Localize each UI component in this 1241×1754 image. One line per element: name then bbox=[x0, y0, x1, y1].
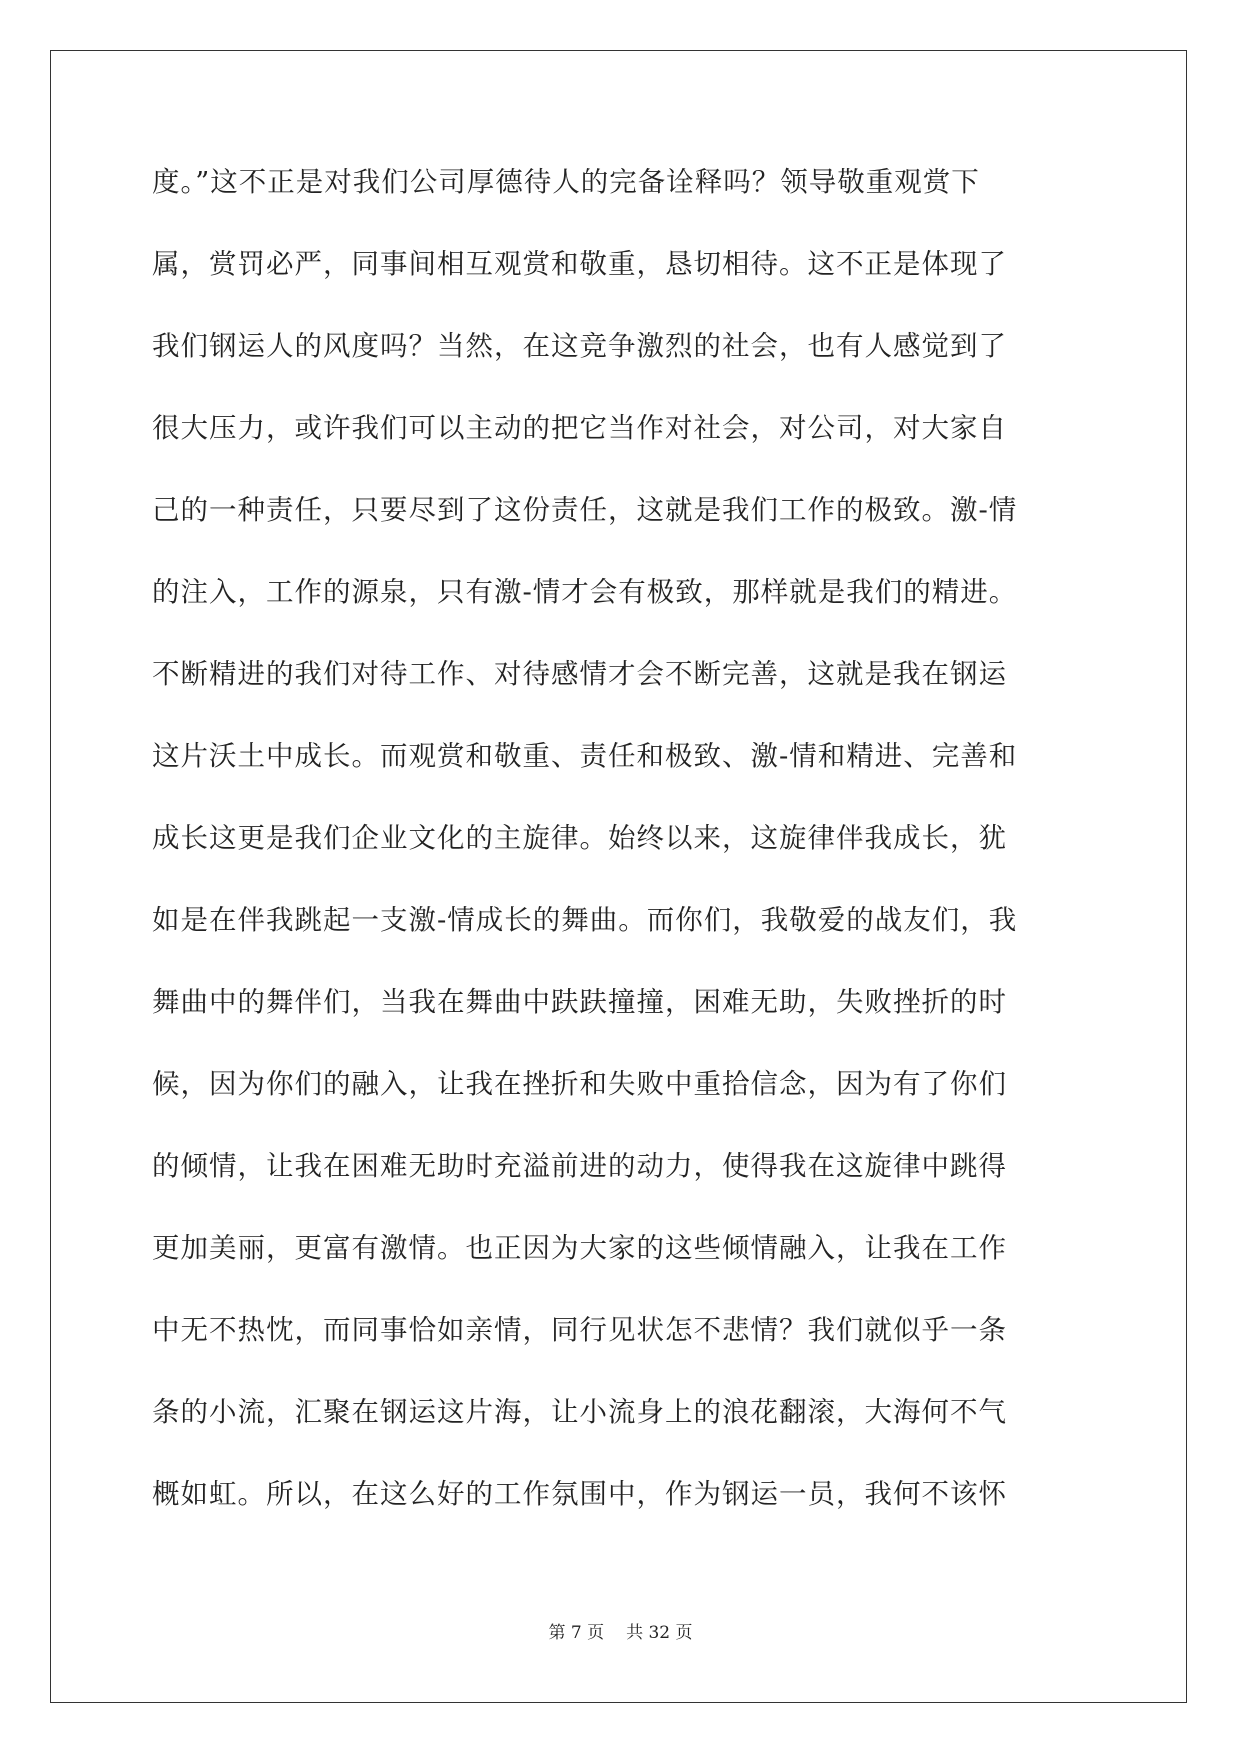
text-line: 度。”这不正是对我们公司厚德待人的完备诠释吗？领导敬重观赏下 bbox=[152, 166, 980, 198]
page-footer bbox=[0, 1618, 1241, 1643]
text-line: 舞曲中的舞伴们，当我在舞曲中趺趺撞撞，困难无助，失败挫折的时 bbox=[152, 986, 1007, 1018]
text-line: 中无不热忱，而同事恰如亲情，同行见状怎不悲情？我们就似乎一条 bbox=[152, 1314, 1007, 1346]
text-line: 候，因为你们的融入，让我在挫折和失败中重拾信念，因为有了你们 bbox=[152, 1068, 1007, 1100]
text-line: 成长这更是我们企业文化的主旋律。始终以来，这旋律伴我成长，犹 bbox=[152, 822, 1007, 854]
text-line: 如是在伴我跳起一支激-情成长的舞曲。而你们，我敬爱的战友们，我 bbox=[152, 904, 1018, 936]
text-line: 很大压力，或许我们可以主动的把它当作对社会，对公司，对大家自 bbox=[152, 412, 1007, 444]
text-line: 这片沃土中成长。而观赏和敬重、责任和极致、激-情和精进、完善和 bbox=[152, 740, 1018, 772]
text-line: 概如虹。所以，在这么好的工作氛围中，作为钢运一员，我何不该怀 bbox=[152, 1478, 1007, 1510]
text-line: 不断精进的我们对待工作、对待感情才会不断完善，这就是我在钢运 bbox=[152, 658, 1007, 690]
text-line: 的倾情，让我在困难无助时充溢前进的动力，使得我在这旋律中跳得 bbox=[152, 1150, 1007, 1182]
page-number: 第 7 页 bbox=[548, 1623, 605, 1643]
text-line: 的注入，工作的源泉，只有激-情才会有极致，那样就是我们的精进。 bbox=[152, 576, 1018, 608]
document-body bbox=[152, 162, 1092, 1556]
text-line: 更加美丽，更富有激情。也正因为大家的这些倾情融入，让我在工作 bbox=[152, 1232, 1007, 1264]
page-total: 共 32 页 bbox=[626, 1623, 693, 1643]
text-line: 我们钢运人的风度吗？当然，在这竞争激烈的社会，也有人感觉到了 bbox=[152, 330, 1007, 362]
text-line: 条的小流，汇聚在钢运这片海，让小流身上的浪花翻滚，大海何不气 bbox=[152, 1396, 1007, 1428]
text-line: 己的一种责任，只要尽到了这份责任，这就是我们工作的极致。激-情 bbox=[152, 494, 1018, 526]
text-line: 属，赏罚必严，同事间相互观赏和敬重，恳切相待。这不正是体现了 bbox=[152, 248, 1007, 280]
